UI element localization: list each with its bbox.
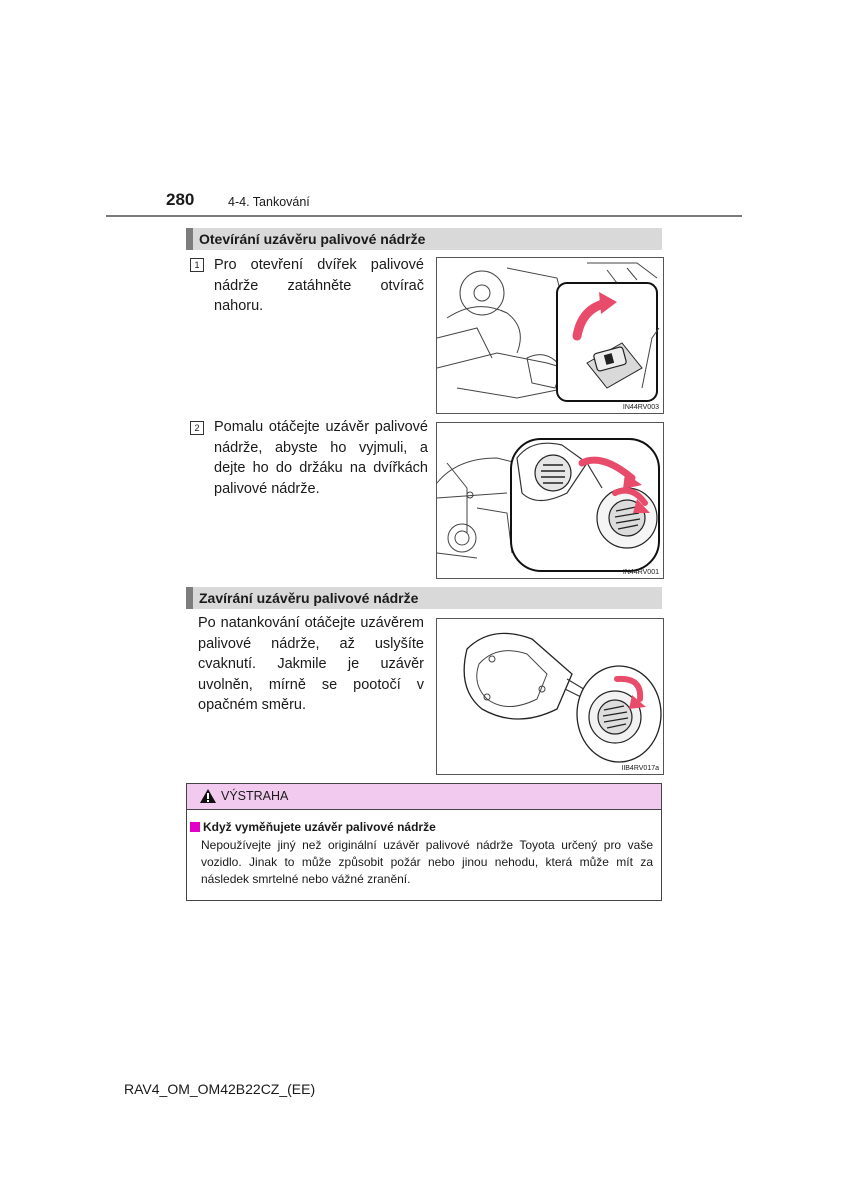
fuel-cap-closing-illustration	[437, 619, 663, 774]
figure-fuel-cap-closing	[436, 618, 664, 775]
closing-text: Po natankování otáčejte uzávěrem palivové nádrže, až uslyšíte cvaknutí. Jakmile je uzávěr uvolněn, mírně se pootočí v opačném směru.	[198, 615, 424, 713]
figure-fuel-cap-removal	[436, 422, 664, 579]
page-number: 280	[166, 190, 195, 209]
figure-code: IIB4RV017a	[621, 765, 659, 772]
warning-header	[187, 784, 661, 810]
fuel-door-opener-illustration	[437, 258, 663, 413]
fuel-cap-removal-illustration	[437, 423, 663, 578]
chapter-title: 4-4. Tankování	[228, 195, 310, 209]
warning-box	[186, 783, 662, 901]
figure-fuel-door-opener	[436, 257, 664, 414]
warning-text: Nepoužívejte jiný než originální uzávěr palivové nádrže Toyota určený pro vaše vozidlo. Jinak to může způsobit požár nebo jinou nehodu, která může mít za následek smrtelné nebo vážné zranění.	[201, 838, 653, 886]
warning-subtitle	[190, 820, 436, 834]
warning-label: VÝSTRAHA	[221, 789, 289, 803]
step-number: 2	[190, 421, 204, 435]
figure-code: IN44RV003	[622, 404, 659, 411]
bullet-square-icon	[190, 822, 200, 832]
header-rule	[106, 215, 742, 217]
step-text: Pomalu otáčejte uzávěr palivové nádrže, abyste ho vyjmuli, a dejte ho do držáku na dvířkách palivové nádrže.	[214, 419, 428, 497]
figure-code: IN44RV001	[622, 569, 659, 576]
warning-subtitle-text: Když vyměňujete uzávěr palivové nádrže	[203, 820, 436, 834]
section-title-opening: Otevírání uzávěru palivové nádrže	[186, 228, 662, 250]
warning-triangle-icon	[199, 788, 217, 804]
section-title-closing: Zavírání uzávěru palivové nádrže	[186, 587, 662, 609]
footer-code: RAV4_OM_OM42B22CZ_(EE)	[124, 1081, 316, 1097]
step-number: 1	[190, 258, 204, 272]
step-text: Pro otevření dvířek palivové nádrže zatáhněte otvírač nahoru.	[214, 257, 424, 314]
